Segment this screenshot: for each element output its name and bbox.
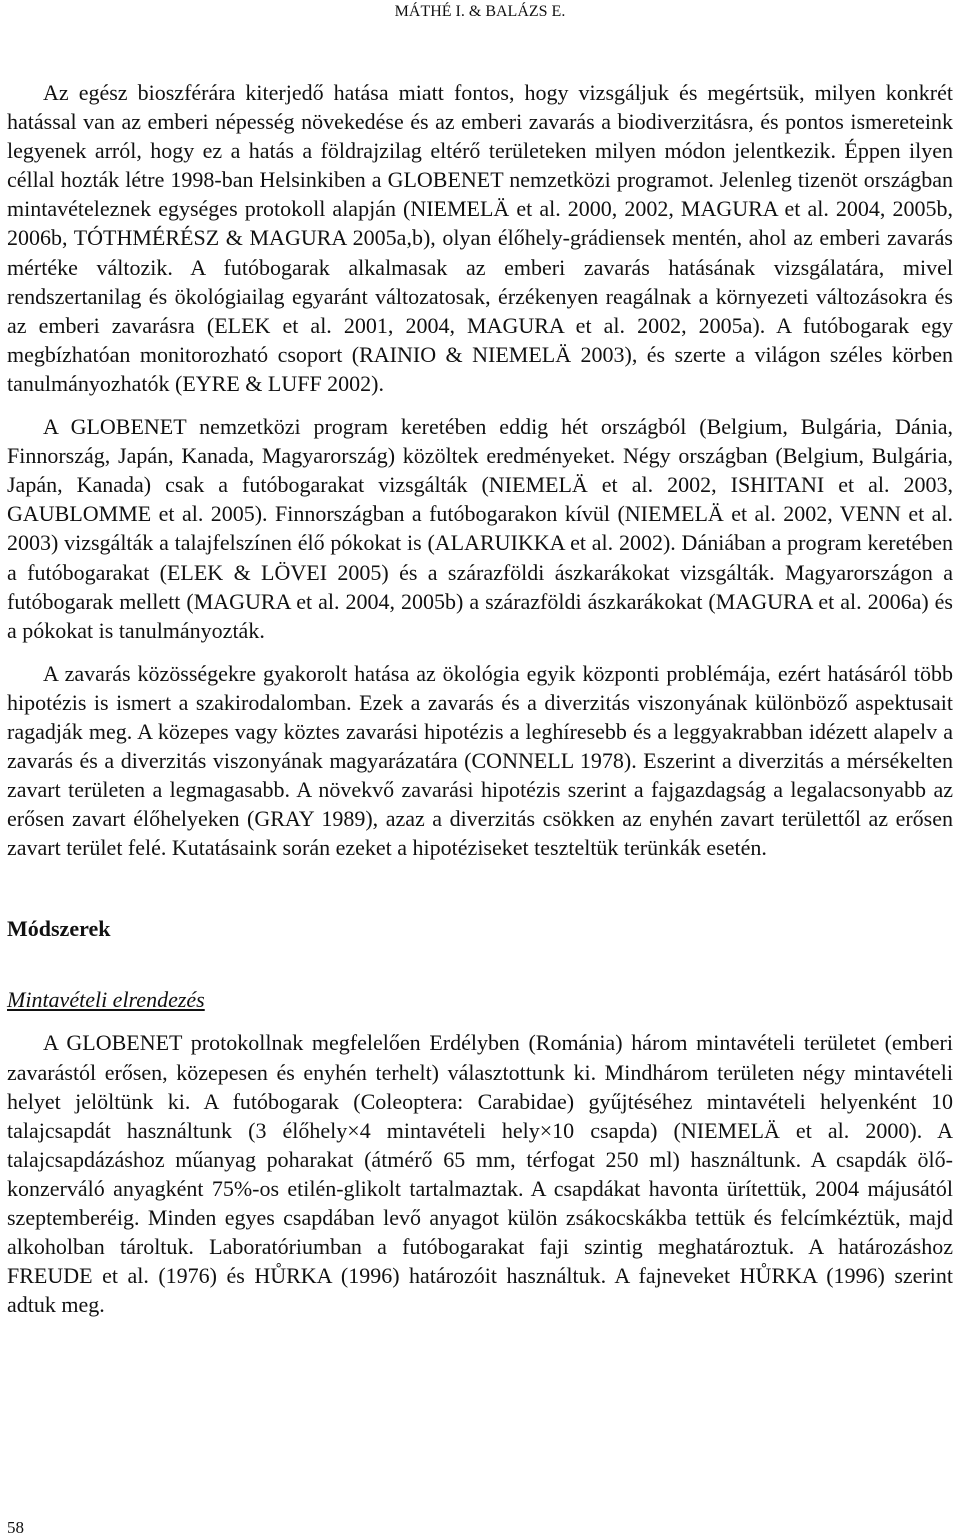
paragraph-methods: A GLOBENET protokollnak megfelelően Erdélyben (Románia) három mintavételi területet (emberi zavarástól erősen, közepesen és enyhén terhelt) választottunk ki. Mindhárom területen négy mintavételi helyet jelöltünk ki. A futóbogarak (Coleoptera: Carabidae) gyűjtéséhez mintavételi helyenként 10 talajcsapdát használtunk (3 élőhely×4 mintavételi hely×10 csapda) (NIEMELÄ et al. 2000). A talajcsapdázáshoz műanyag poharakat (átmérő 65 mm, térfogat 250 ml) használtunk. A csapdák ölő-konzerváló anyagként 75%-os etilén-glikolt tartalmaztak. A csapdákat havonta ürítettük, 2004 májusától szeptemberéig. Minden egyes csapdában levő anyagot külön zsákocskákba tettük és felcímkéztük, majd alkoholban tároltuk. Laboratóriumban a futóbogarakat faji szintig meghatároztuk. A határozáshoz FREUDE et al. (1976) és HŮRKA (1996) határozóit használtuk. A fajneveket HŮRKA (1996) szerint adtuk meg. <box>7 1030 953 1318</box>
running-head: MÁTHÉ I. & BALÁZS E. <box>394 3 566 20</box>
page-number: 58 <box>7 1518 24 1537</box>
page-body <box>7 78 953 1333</box>
paragraph-disturbance: A zavarás közösségekre gyakorolt hatása az ökológia egyik központi problémája, ezért hatásáról több hipotézis is ismert a szakirodalomban. Ezek a zavarás és a diverzitás viszonyának különböző aspektusait ragadják meg. A közepes vagy köztes zavarási hipotézis a leghíresebb és a leggyakrabban idézett alapelv a zavarás és a diverzitás viszonyának magyarázatára (CONNELL 1978). Eszerint a diverzitás a mérsékelten zavart területen a legmagasabb. A növekvő zavarási hipotézis szerint a fajgazdagság a legalacsonyabb az erősen zavart élőhelyeken (GRAY 1989), azaz a diverzitás csökken az enyhén zavart területtől az erősen zavart terület felé. Kutatásaink során ezeket a hipotéziseket teszteltük terünkák esetén. <box>7 660 953 861</box>
section-heading: Módszerek <box>7 916 111 942</box>
paragraph-globenet: A GLOBENET nemzetközi program keretében eddig hét országból (Belgium, Bulgária, Dánia, Finnország, Japán, Kanada, Magyarország) közöltek eredményeket. Négy országban (Belgium, Bulgária, Japán, Kanada) csak a futóbogarakat vizsgálták (NIEMELÄ et al. 2002, ISHITANI et al. 2003, GAUBLOMME et al. 2005). Finnországban a futóbogarakon kívül (NIEMELÄ et al. 2002, VENN et al. 2003) vizsgálták a talajfelszínen élő pókokat is (ALARUIKKA et al. 2002). Dániában a program keretében a futóbogarakat (ELEK & LÖVEI 2005) és a szárazföldi ászkarákokat vizsgálták. Magyarországon a futóbogarak mellett (MAGURA et al. 2004, 2005b) a szárazföldi ászkarákokat (MAGURA et al. 2006a) és a pókokat is tanulmányozták. <box>7 414 953 643</box>
paragraph-intro: Az egész bioszférára kiterjedő hatása miatt fontos, hogy vizsgáljuk és megértsük, milyen konkrét hatással van az emberi népesség növekedése és az emberi zavarás a biodiverzitásra, és pontos ismereteink legyenek arról, hogy ez a hatás a földrajzilag eltérő területeken milyen módon jelentkezik. Éppen ilyen céllal hozták létre 1998-ban Helsinkiben a GLOBENET nemzetközi programot. Jelenleg tizenöt országban mintavételeznek egységes protokoll alapján (NIEMELÄ et al. 2000, 2002, MAGURA et al. 2004, 2005b, 2006b, TÓTHMÉRÉSZ & MAGURA 2005a,b), olyan élőhely-grádiensek mentén, ahol az emberi zavarás mértéke változik. A futóbogarak alkalmasak az emberi zavarás hatásának vizsgálatára, mivel rendszertanilag és ökológiailag egyaránt változatosak, érzékenyen reagálnak a környezeti változásokra és az emberi zavarásra (ELEK et al. 2001, 2004, MAGURA et al. 2002, 2005a). A futóbogarak egy megbízhatóan monitorozható csoport (RAINIO & NIEMELÄ 2003), és szerte a világon széles körben tanulmányozhatók (EYRE & LUFF 2002). <box>7 80 953 396</box>
subsection-heading: Mintavételi elrendezés <box>7 987 205 1013</box>
